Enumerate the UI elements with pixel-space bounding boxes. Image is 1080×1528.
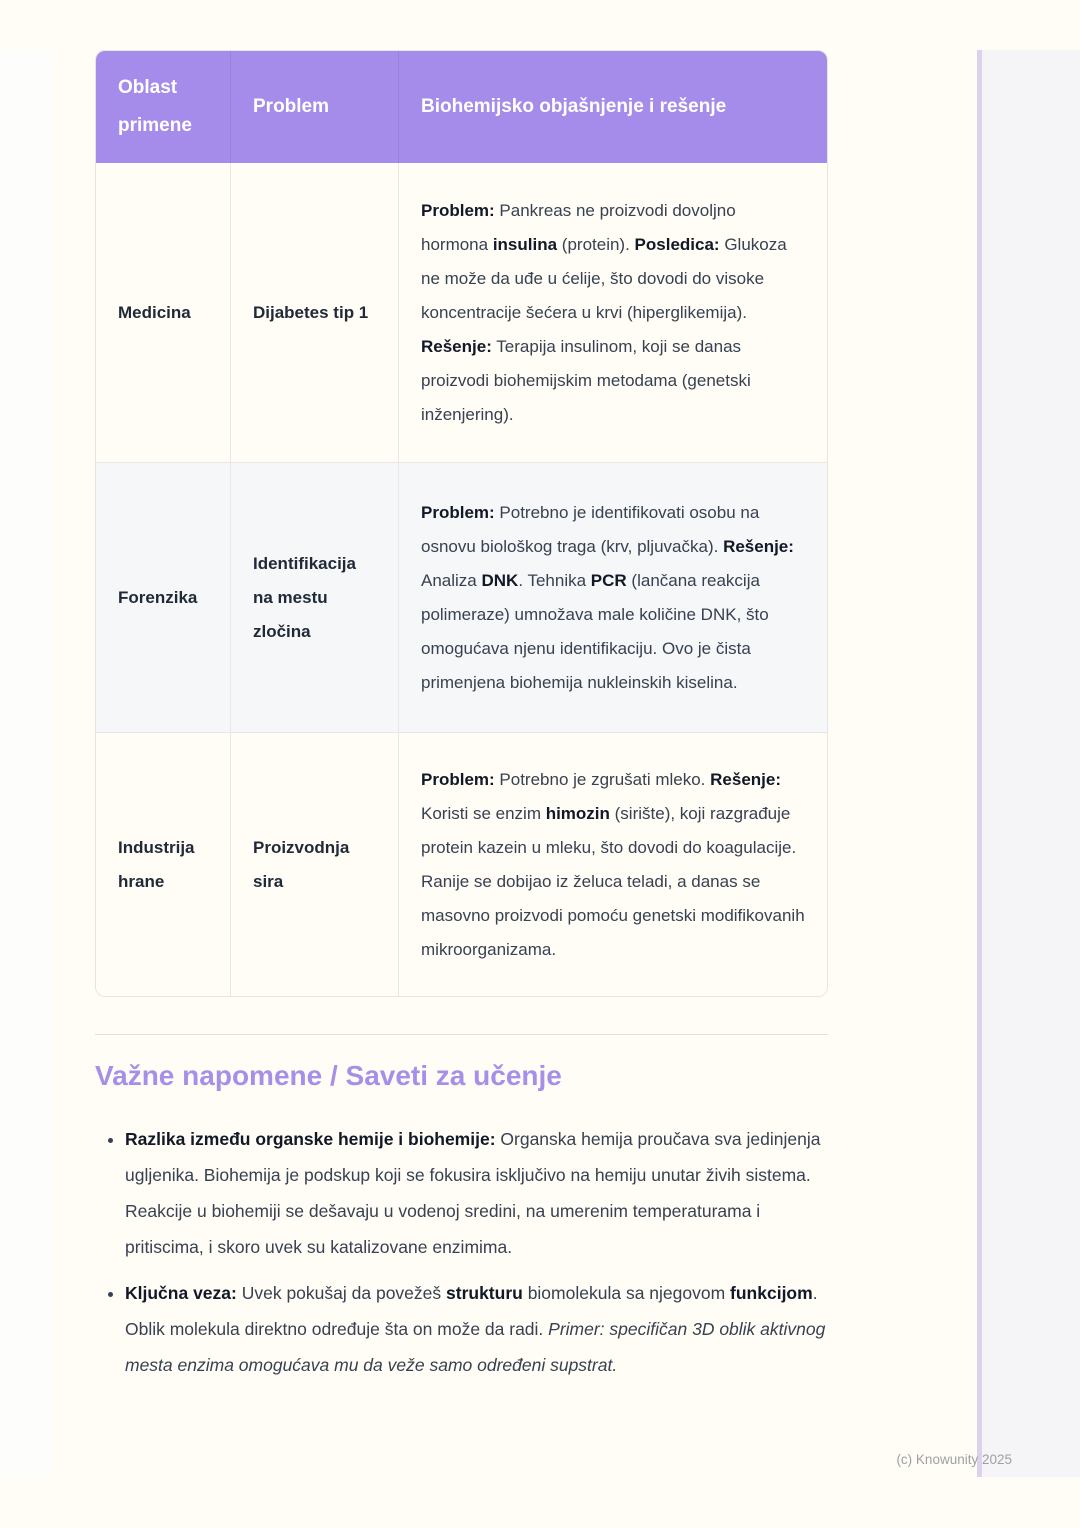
area-cell: Industrija hrane [96,733,231,996]
section-divider [95,1034,828,1035]
explanation-cell: Problem: Pankreas ne proizvodi dovoljno hormona insulina (protein). Posledica: Glukoza ne može da uđe u ćelije, što dovodi do visoke koncentracije šećera u krvi (hiperglikemija). Rešenje: Terapija insulinom, koji se danas proizvodi biohemijskim metodama (genetski inženjering). [399,163,828,463]
note-item-razlika: • Razlika između organske hemije i biohemije: Organska hemija proučava sva jedinjenja ugljenika. Biohemija je podskup koji se fokusira isključivo na hemiju unutar živih sistema. Reakcije u biohemiji se dešavaju u vodenoj sredini, na umerenim temperaturama i pritiscima, i skoro uvek su katalizovane enzimima. [125,1121,828,1265]
note-item-kljucna-veza: • Ključna veza: Uvek pokušaj da povežeš strukturu biomolekula sa njegovom funkcijom. Oblik molekula direktno određuje šta on može da radi. Primer: specifičan 3D oblik aktivnog mesta enzima omogućava mu da veže samo određeni supstrat. [125,1275,828,1383]
copyright-note: (c) Knowunity 2025 [896,1452,1012,1467]
problem-cell: Identifikacija na mestu zločina [231,463,399,733]
notes-bullet-list [95,1121,828,1383]
next-page-edge [977,50,1080,1477]
column-header-oblast-primene: Oblast primene [96,51,231,163]
area-cell: Medicina [96,163,231,463]
problem-cell: Dijabetes tip 1 [231,163,399,463]
explanation-cell: Problem: Potrebno je identifikovati osobu na osnovu biološkog traga (krv, pljuvačka). Rešenje: Analiza DNK. Tehnika PCR (lančana reakcija polimeraze) umnožava male količine DNK, što omogućava njenu identifikaciju. Ovo je čista primenjena biohemija nukleinskih kiselina. [399,463,828,733]
column-header-objasnjenje: Biohemijsko objašnjenje i rešenje [421,96,727,117]
table-row-industrija-hrane [96,733,827,996]
table-row-forenzika [96,463,827,733]
previous-page-edge [0,50,52,1477]
applications-table [95,50,828,997]
table-header-row [96,51,827,163]
area-cell: Forenzika [96,463,231,733]
problem-cell: Proizvodnja sira [231,733,399,996]
column-header-problem: Problem [231,51,399,163]
page-content [95,50,828,1393]
explanation-cell: Problem: Potrebno je zgrušati mleko. Rešenje: Koristi se enzim himozin (sirište), koji razgrađuje protein kazein u mleku, što dovodi do koagulacije. Ranije se dobijao iz želuca teladi, a danas se masovno proizvodi pomoću genetski modifikovanih mikroorganizama. [421,769,805,959]
notes-section-heading: Važne napomene / Saveti za učenje [95,1060,562,1091]
table-row-medicina [96,163,827,463]
